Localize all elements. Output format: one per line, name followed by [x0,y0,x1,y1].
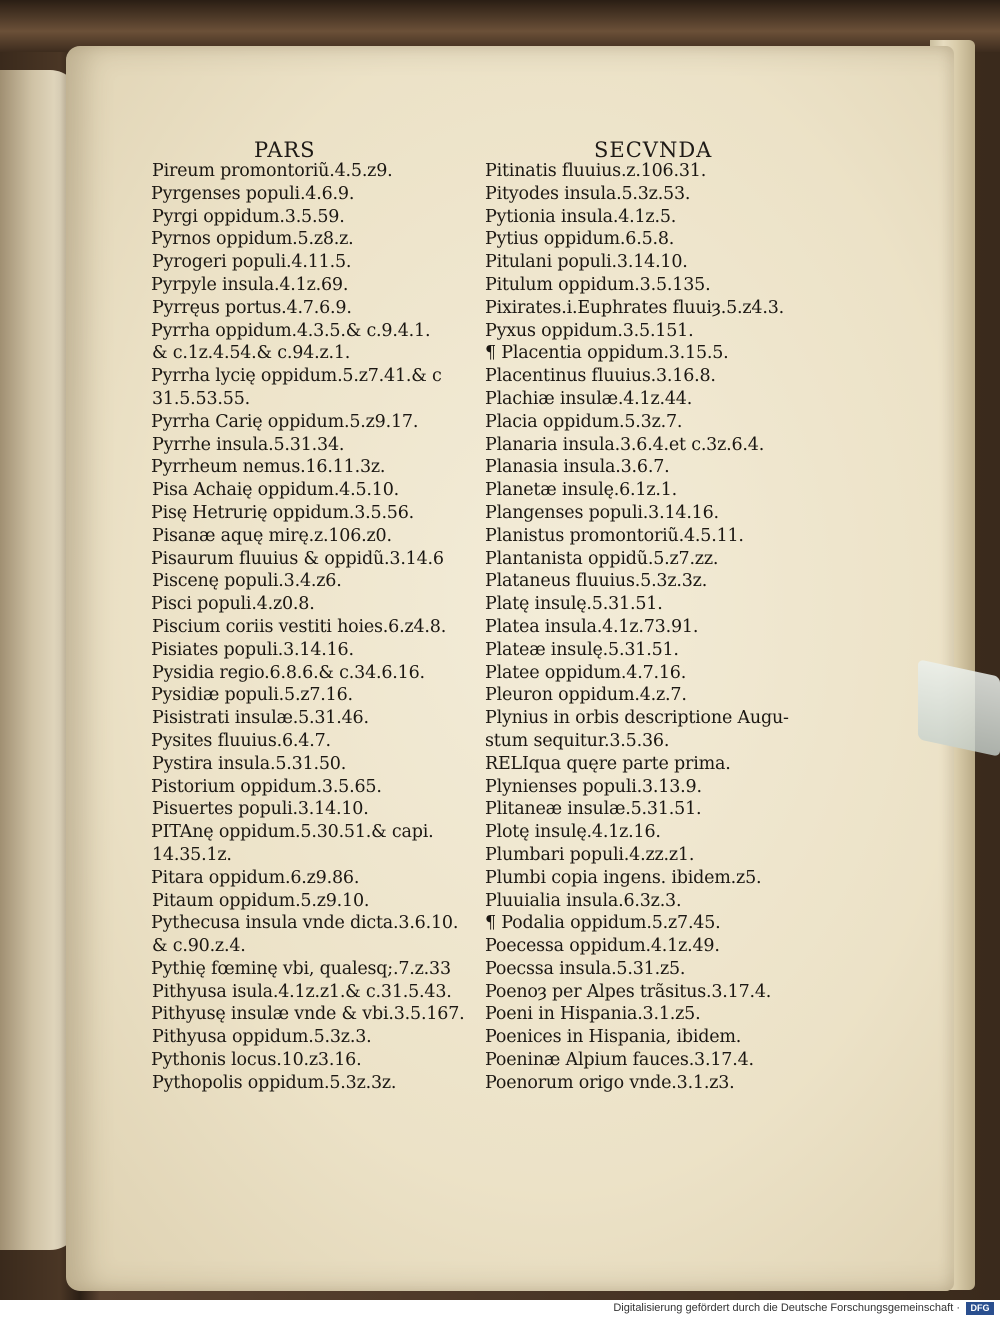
index-entry: Pithyusa isula.4.1z.z1.& c.31.5.43. [152,981,452,1002]
book-cover-edge [0,0,1000,52]
index-entry: Planaria insula.3.6.4.et c.3z.6.4. [485,434,765,455]
index-entry: Pistorium oppidum.3.5.65. [151,776,382,797]
index-entry: Planasia insula.3.6.7. [485,457,670,478]
index-entry: Pixirates.i.Euphrates fluuiȝ.5.z4.3. [485,297,784,318]
index-entry: Pitulani populi.3.14.10. [485,252,688,273]
index-entry: Pyrrha lycię oppidum.5.z7.41.& c [151,366,442,387]
index-entry: Planetæ insulę.6.1z.1. [485,480,678,501]
index-entry: Plumbi copia ingens. ibidem.z5. [485,867,762,888]
index-entry: Pisci populi.4.z0.8. [151,594,315,615]
index-entry: Pireum promontoriũ.4.5.z9. [152,161,393,181]
index-entry: Plumbari populi.4.zz.z1. [485,844,695,865]
index-entry: Pythię fœminę vbi, qualesq;.7.z.33 [151,958,451,979]
index-entry: Pythonis locus.10.z3.16. [151,1050,362,1071]
index-entry: Pitinatis fluuius.z.106.31. [485,161,707,181]
index-entry: Pisistrati insulæ.5.31.46. [152,708,369,729]
index-entry: Plangenses populi.3.14.16. [485,502,719,523]
index-column-right [485,160,815,1095]
index-entry: Pysidiæ populi.5.z7.16. [151,685,353,706]
index-entry: Pyrgi oppidum.3.5.59. [152,206,345,227]
bookmark-strip [918,659,1000,756]
index-entry: ¶ Placentia oppidum.3.15.5. [485,343,729,364]
index-entry: Plotę insulę.4.1z.16. [485,822,661,843]
index-entry: Plynius in orbis descriptione Augu- [485,708,789,729]
index-entry: Pytionia insula.4.1z.5. [485,206,677,227]
index-entry: RELIqua quęre parte prima. [485,753,731,774]
index-entry: Pyrogeri populi.4.11.5. [152,252,352,273]
index-entry: Platea insula.4.1z.73.91. [485,616,699,637]
index-entry: Pleuron oppidum.4.z.7. [485,685,687,706]
index-entry: Pyrgenses populi.4.6.9. [151,183,355,204]
index-entry: Pyrrhe insula.5.31.34. [152,434,345,455]
index-entry: Pysidia regio.6.8.6.& c.34.6.16. [152,662,425,683]
index-entry: Pisiates populi.3.14.16. [151,639,354,660]
index-entry: Pystira insula.5.31.50. [152,753,347,774]
index-entry: & c.90.z.4. [152,936,246,957]
dfg-logo: DFG [966,1302,994,1315]
index-entry: Pythecusa insula vnde dicta.3.6.10. [151,913,459,934]
running-head-left: PARS [254,138,316,162]
index-entry: PITAnę oppidum.5.30.51.& capi. [151,822,434,843]
index-entry: Pyrrheum nemus.16.11.3z. [151,457,386,478]
footer-bar [0,1300,1000,1318]
index-entry: Poenorum origo vnde.3.1.z3. [485,1072,735,1093]
index-entry: Pysites fluuius.6.4.7. [151,730,331,751]
index-entry: Poecessa oppidum.4.1z.49. [485,936,720,957]
index-entry: Plateæ insulę.5.31.51. [485,639,679,660]
running-head-right: SECVNDA [594,138,713,162]
index-entry: Plynienses populi.3.13.9. [485,776,702,797]
index-entry: Pisaurum fluuius & oppidũ.3.14.6 [151,548,444,569]
index-entry: Platę insulę.5.31.51. [485,594,663,615]
index-entry: Pythopolis oppidum.5.3z.3z. [152,1072,397,1093]
index-entry: stum sequitur.3.5.36. [485,730,670,751]
index-entry: Pytius oppidum.6.5.8. [485,229,675,250]
index-entry: Pyrnos oppidum.5.z8.z. [151,229,354,250]
index-entry: 14.35.1z. [152,844,232,865]
index-entry: Platee oppidum.4.7.16. [485,662,687,683]
index-entry: Pisa Achaię oppidum.4.5.10. [152,480,399,501]
index-entry: Plataneus fluuius.5.3z.3z. [485,571,708,592]
index-entry: Placia oppidum.5.3z.7. [485,411,683,432]
index-entry: Pyrrha oppidum.4.3.5.& c.9.4.1. [151,320,431,341]
index-entry: Plachiæ insulæ.4.1z.44. [485,388,693,409]
index-entry: Pluuialia insula.6.3z.3. [485,890,682,911]
index-entry: Pithyusa oppidum.5.3z.3. [152,1027,372,1048]
index-entry: Plitaneæ insulæ.5.31.51. [485,799,702,820]
index-entry: Poeni in Hispania.3.1.z5. [485,1004,701,1025]
index-column-left [152,160,482,1095]
index-entry: Pyrrha Carię oppidum.5.z9.17. [151,411,419,432]
index-entry: Pyrręus portus.4.7.6.9. [152,297,352,318]
index-entry: Poenices in Hispania, ibidem. [485,1027,742,1048]
index-entry: Pityodes insula.5.3z.53. [485,183,691,204]
index-entry: Pitaum oppidum.5.z9.10. [152,890,370,911]
index-entry: Planistus promontoriũ.4.5.11. [485,525,744,546]
index-entry: Pitara oppidum.6.z9.86. [151,867,360,888]
index-entry: ¶ Podalia oppidum.5.z7.45. [485,913,721,934]
index-entry: Pitulum oppidum.3.5.135. [485,274,711,295]
index-entry: Pisę Hetrurię oppidum.3.5.56. [151,502,415,523]
funding-credit: Digitalisierung gefördert durch die Deutsche Forschungsgemeinschaft · [613,1302,960,1314]
index-entry: Placentinus fluuius.3.16.8. [485,366,716,387]
index-entry: Pisuertes populi.3.14.10. [152,799,369,820]
index-entry: Pyrpyle insula.4.1z.69. [151,274,349,295]
index-entry: Poeninæ Alpium fauces.3.17.4. [485,1050,754,1071]
index-entry: Piscenę populi.3.4.z6. [152,571,342,592]
index-entry: Pisanæ aquę mirę.z.106.z0. [152,525,392,546]
index-entry: 31.5.53.55. [152,388,250,409]
index-entry: Pithyusę insulæ vnde & vbi.3.5.167. [151,1004,465,1025]
index-entry: Poenoȝ per Alpes trãsitus.3.17.4. [485,981,772,1002]
index-entry: Piscium coriis vestiti hoies.6.z4.8. [152,616,447,637]
index-entry: Pyxus oppidum.3.5.151. [485,320,694,341]
index-entry: Plantanista oppidũ.5.z7.zz. [485,548,719,569]
index-entry: & c.1z.4.54.& c.94.z.1. [152,343,351,364]
index-entry: Poecssa insula.5.31.z5. [485,958,686,979]
